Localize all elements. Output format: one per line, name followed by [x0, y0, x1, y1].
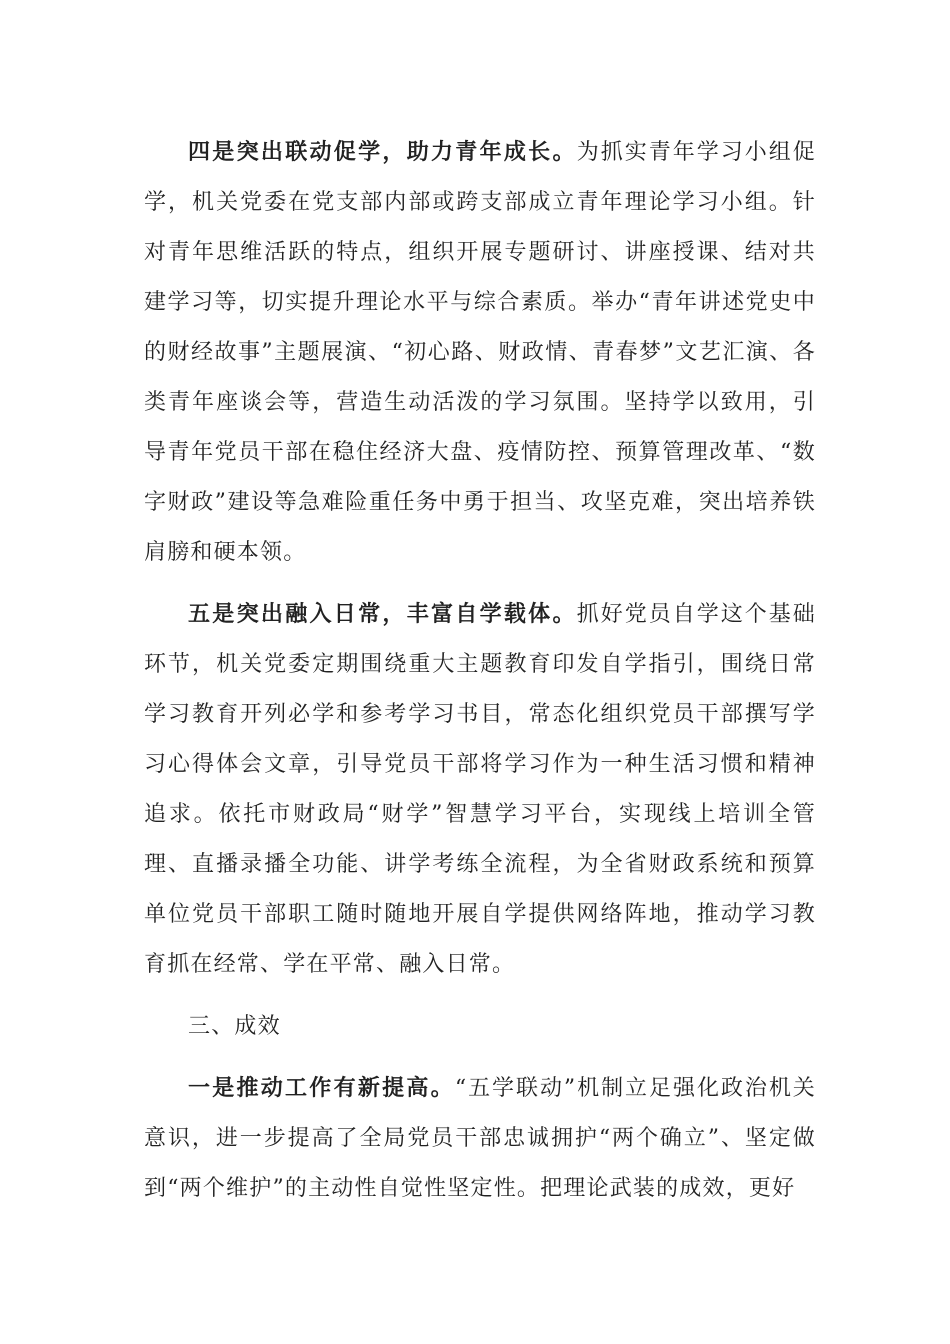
- paragraph-results: [144, 1064, 816, 1214]
- section-heading: 三、成效: [188, 1014, 281, 1039]
- paragraph-youth-growth: [144, 128, 816, 578]
- document-page: [144, 128, 816, 1214]
- paragraph-body: 抓好党员自学这个基础环节，机关党委定期围绕重大主题教育印发自学指引，围绕日常学习教育开列必学和参考学习书目，常态化组织党员干部撰写学习心得体会文章，引导党员干部将学习作为一种生活习惯和精神追求。依托市财政局“财学”智慧学习平台，实现线上培训全管理、直播录播全功能、讲学考练全流程，为全省财政系统和预算单位党员干部职工随时随地开展自学提供网络阵地，推动学习教育抓在经常、学在平常、融入日常。: [144, 602, 816, 977]
- paragraph-lead: 一是推动工作有新提高。: [188, 1076, 455, 1101]
- paragraph-lead: 四是突出联动促学，助力青年成长。: [188, 140, 577, 165]
- paragraph-body: “五学联动”机制立足强化政治机关意识，进一步提高了全局党员干部忠诚拥护“两个确立”、坚定做到“两个维护”的主动性自觉性坚定性。把理论武装的成效，更好: [144, 1076, 816, 1201]
- paragraph-lead: 五是突出融入日常，丰富自学载体。: [188, 602, 577, 627]
- paragraph-self-study: [144, 590, 816, 990]
- paragraph-body: 为抓实青年学习小组促学，机关党委在党支部内部或跨支部成立青年理论学习小组。针对青年思维活跃的特点，组织开展专题研讨、讲座授课、结对共建学习等，切实提升理论水平与综合素质。举办“青年讲述党史中的财经故事”主题展演、“初心路、财政情、青春梦”文艺汇演、各类青年座谈会等，营造生动活泼的学习氛围。坚持学以致用，引导青年党员干部在稳住经济大盘、疫情防控、预算管理改革、“数字财政”建设等急难险重任务中勇于担当、攻坚克难，突出培养铁肩膀和硬本领。: [144, 140, 816, 565]
